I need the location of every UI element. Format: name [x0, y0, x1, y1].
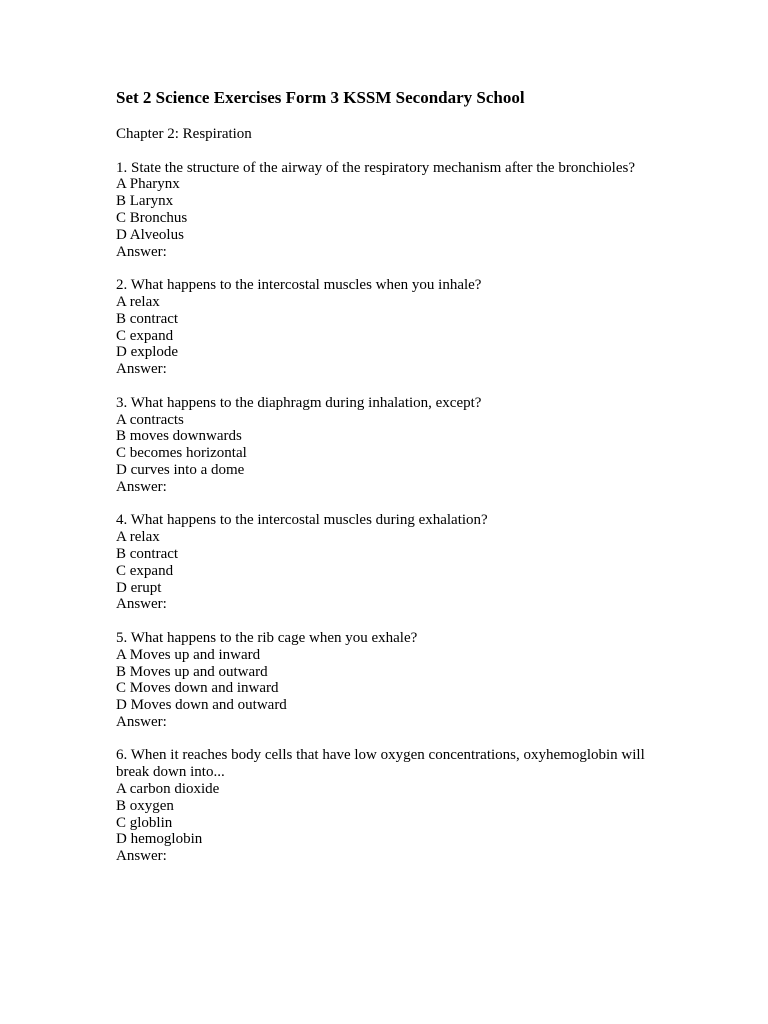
answer-label: Answer: [116, 361, 167, 378]
option-a: A Pharynx [116, 176, 180, 193]
question-1 [116, 160, 676, 261]
chapter-heading: Chapter 2: Respiration [116, 126, 252, 142]
question-text: 2. What happens to the intercostal muscles when you inhale? [116, 277, 482, 294]
answer-label: Answer: [116, 848, 167, 865]
option-d: D explode [116, 344, 179, 361]
option-d: D hemoglobin [116, 831, 203, 848]
option-c: C Moves down and inward [116, 680, 279, 697]
option-d: D Moves down and outward [116, 697, 287, 714]
answer-label: Answer: [116, 713, 167, 730]
option-a: A relax [116, 293, 160, 310]
option-b: B oxygen [116, 797, 174, 814]
option-c: C Bronchus [116, 209, 188, 226]
question-4 [116, 512, 676, 613]
option-b: B contract [116, 310, 179, 327]
question-text: 5. What happens to the rib cage when you exhale? [116, 629, 418, 646]
answer-label: Answer: [116, 596, 167, 613]
document-title: Set 2 Science Exercises Form 3 KSSM Secondary School [116, 88, 525, 107]
option-c: C expand [116, 562, 174, 579]
option-d: D erupt [116, 579, 162, 596]
question-6 [116, 747, 676, 865]
option-d: D Alveolus [116, 226, 184, 243]
document-page [116, 86, 676, 865]
option-b: B contract [116, 545, 179, 562]
option-b: B Moves up and outward [116, 663, 268, 680]
question-text: 6. When it reaches body cells that have low oxygen concentrations, oxyhemoglobin will break down into... [116, 747, 645, 781]
option-b: B Larynx [116, 193, 174, 210]
question-text: 3. What happens to the diaphragm during inhalation, except? [116, 394, 482, 411]
question-text: 4. What happens to the intercostal muscles during exhalation? [116, 512, 488, 529]
option-d: D curves into a dome [116, 461, 245, 478]
question-text: 1. State the structure of the airway of the respiratory mechanism after the bronchioles? [116, 159, 635, 176]
option-c: C becomes horizontal [116, 445, 247, 462]
answer-label: Answer: [116, 243, 167, 260]
answer-label: Answer: [116, 478, 167, 495]
question-2 [116, 277, 676, 378]
option-a: A relax [116, 529, 160, 546]
question-5 [116, 630, 676, 731]
option-a: A Moves up and inward [116, 646, 261, 663]
option-a: A carbon dioxide [116, 781, 220, 798]
option-c: C globlin [116, 814, 173, 831]
option-c: C expand [116, 327, 174, 344]
option-a: A contracts [116, 411, 184, 428]
question-3 [116, 395, 676, 496]
option-b: B moves downwards [116, 428, 242, 445]
